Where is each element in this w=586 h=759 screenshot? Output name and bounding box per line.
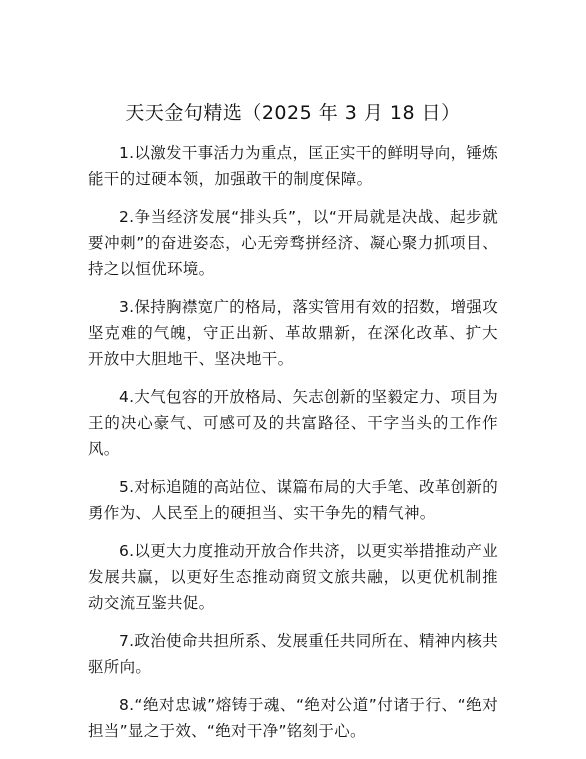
paragraph-3: 3.保持胸襟宽广的格局，落实管用有效的招数，增强攻坚克难的气魄，守正出新、革故鼎新，在深化改革、扩大开放中大胆地干、坚决地干。 [88, 298, 498, 368]
paragraph-5: 5.对标追随的高站位、谋篇布局的大手笔、改革创新的勇作为、人民至上的硬担当、实干争先的精气神。 [88, 478, 498, 522]
paragraph-1: 1.以激发干事活力为重点，匡正实干的鲜明导向，锤炼能干的过硬本领，加强敢干的制度保障。 [88, 144, 498, 188]
paragraph-6: 6.以更大力度推动开放合作共济，以更实举措推动产业发展共赢，以更好生态推动商贸文旅共融，以更优机制推动交流互鉴共促。 [88, 542, 498, 612]
document-title: 天天金句精选（2025 年 3 月 18 日） [125, 102, 461, 124]
paragraph-8: 8.“绝对忠诚”熔铸于魂、“绝对公道”付诸于行、“绝对担当”显之于效、“绝对干净”铭刻于心。 [88, 696, 498, 740]
paragraph-4: 4.大气包容的开放格局、矢志创新的坚毅定力、项目为王的决心豪气、可感可及的共富路径、干字当头的工作作风。 [88, 388, 498, 458]
paragraph-7: 7.政治使命共担所系、发展重任共同所在、精神内核共驱所向。 [88, 632, 498, 676]
document-body [88, 140, 498, 756]
paragraph-2: 2.争当经济发展“排头兵”，以“开局就是决战、起步就要冲刺”的奋进姿态，心无旁骛拼经济、凝心聚力抓项目、持之以恒优环境。 [88, 208, 498, 278]
